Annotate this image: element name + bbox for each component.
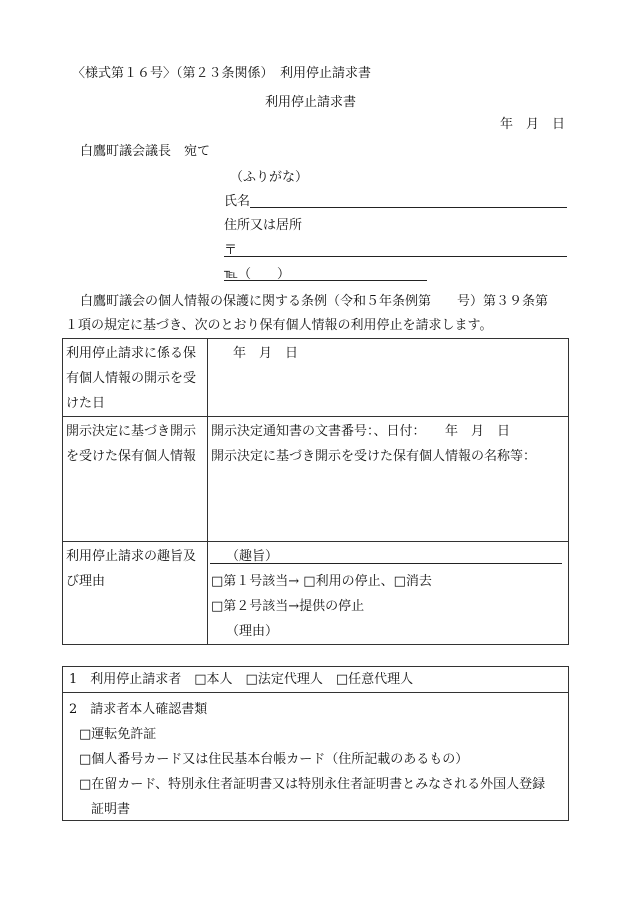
disclosed-info-line xyxy=(210,563,562,564)
form-title: 利用停止請求書 xyxy=(265,95,357,110)
item1-checkbox-line[interactable]: □第１号該当→ □利用の停止、□消去 xyxy=(211,574,432,589)
id-docs-heading: 2 請求者本人確認書類 xyxy=(69,702,208,717)
request-table xyxy=(62,338,569,645)
intro-line-2: １項の規定に基づき、次のとおり保有個人情報の利用停止を請求します。 xyxy=(65,318,493,333)
furigana-label: （ふりがな） xyxy=(230,170,309,185)
form-number: 〈様式第１６号〉（第２３条関係） 利用停止請求書 xyxy=(72,66,372,81)
disclosed-info-name: 開示決定に基づき開示を受けた保有個人情報の名称等： xyxy=(211,449,537,464)
disclosed-info-value-cell[interactable] xyxy=(208,417,569,542)
disclosed-info-label-cell xyxy=(63,417,208,542)
doc-drivers-license[interactable]: □運転免許証 xyxy=(79,727,157,742)
tel-label: ℡（ ） xyxy=(224,267,290,282)
table-row xyxy=(63,417,569,542)
addressee: 白鷹町議会議長 宛て xyxy=(80,144,211,159)
purpose-label: び理由 xyxy=(66,574,106,589)
postal-mark: 〒 xyxy=(224,243,238,258)
requester-type-row[interactable]: 1 利用停止請求者 □本人 □法定代理人 □任意代理人 xyxy=(63,667,568,693)
purpose-label-cell xyxy=(63,542,208,645)
doc-residence-card[interactable]: □在留カード、特別永住者証明書又は特別永住者証明書とみなされる外国人登録 xyxy=(79,777,546,792)
intro-line-1: 白鷹町議会の個人情報の保護に関する条例（令和５年条例第 号）第３９条第 xyxy=(80,294,549,309)
item2-checkbox-line[interactable]: □第２号該当→提供の停止 xyxy=(211,599,365,614)
disclosure-date-label-cell xyxy=(63,339,208,417)
address-label: 住所又は居所 xyxy=(224,218,303,233)
purpose-label: 利用停止請求の趣旨及 xyxy=(66,549,197,564)
notice-document-number: 開示決定通知書の文書番号：、日付： 年 月 日 xyxy=(211,424,511,439)
disclosure-date-value-cell[interactable] xyxy=(208,339,569,417)
doc-residence-card-cont: 証明書 xyxy=(91,802,131,817)
name-field-line[interactable] xyxy=(250,207,567,208)
disclosed-info-label: 開示決定に基づき開示 xyxy=(66,424,197,439)
doc-my-number-card[interactable]: □個人番号カード又は住民基本台帳カード（住所記載のあるもの） xyxy=(79,752,469,767)
disclosure-date-label: 利用停止請求に係る保 xyxy=(66,346,197,361)
reason-heading: （理由） xyxy=(226,624,279,639)
purpose-heading: （趣旨） xyxy=(226,549,279,564)
table-row xyxy=(63,542,569,645)
requester-box xyxy=(62,666,569,821)
purpose-value-cell[interactable] xyxy=(208,542,569,645)
disclosure-date-value: 年 月 日 xyxy=(233,346,299,361)
table-row xyxy=(63,339,569,417)
disclosed-info-label: を受けた保有個人情報 xyxy=(66,449,197,464)
tel-field-line[interactable] xyxy=(224,280,427,281)
disclosure-date-label: けた日 xyxy=(66,396,106,411)
address-field-line[interactable] xyxy=(224,256,567,257)
disclosure-date-label: 有個人情報の開示を受 xyxy=(66,371,197,386)
date-line: 年 月 日 xyxy=(500,117,566,132)
name-label: 氏名 xyxy=(224,194,251,209)
